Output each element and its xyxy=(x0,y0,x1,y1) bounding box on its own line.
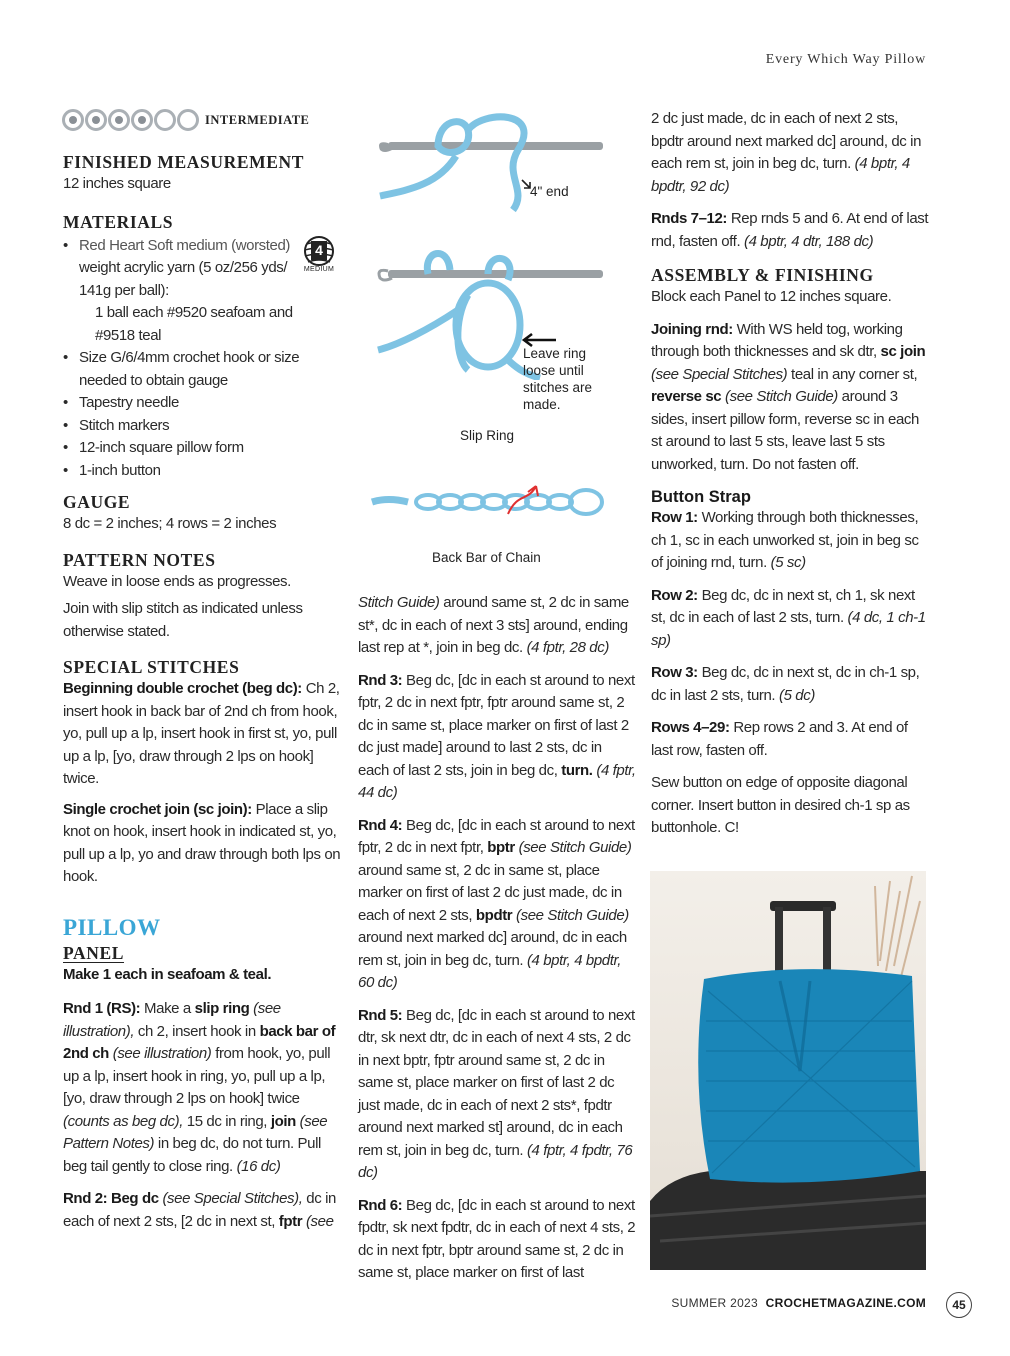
row-2 xyxy=(651,585,931,653)
list-item: • Tapestry needle xyxy=(63,392,343,415)
text: Beg dc, [dc in each st around to next dtr, sk next dtr, dc in each of next 4 sts, 2 dc in next bptr, fptr around same st, 2 dc in same st, place marker on first of last 2 dc just made, dc in each of next 2 sts*, fpdtr around next marked st] around, dc in each rem st, join in beg dc, turn. xyxy=(358,1006,635,1159)
stitch-count: (5 sc) xyxy=(770,554,806,571)
text: from hook, yo, pull up a lp, insert hook in ring, yo, pull up a lp, [yo, draw through 2 lps on hook] twice xyxy=(63,1045,331,1107)
row-1 xyxy=(651,507,931,575)
text: With WS held tog, working through both thicknesses and sk dtr, xyxy=(651,320,903,360)
round-label: Rnds 7–12: xyxy=(651,210,728,227)
round-label: Rows 4–29: xyxy=(651,719,730,736)
button-strap-heading: Button Strap xyxy=(651,488,751,506)
special-stitches-heading: SPECIAL STITCHES xyxy=(63,657,240,677)
skill-dot-icon xyxy=(154,109,176,131)
reference: (see Stitch Guide) xyxy=(518,839,632,856)
term: bpdtr xyxy=(475,906,513,924)
back-bar-of-chain-illustration xyxy=(368,472,618,532)
joining-round xyxy=(651,319,931,477)
issue-label: SUMMER 2023 xyxy=(671,1296,758,1310)
round-label: Rnd 5: xyxy=(358,1006,403,1024)
term: Beg dc xyxy=(111,1190,159,1207)
yarn-weight-number: 4 xyxy=(315,242,323,258)
round-2 xyxy=(63,1188,343,1233)
skill-dot-icon xyxy=(177,109,199,131)
arrow-icon xyxy=(520,178,532,192)
panel-heading: PANEL xyxy=(63,942,125,963)
finished-text: 12 inches square xyxy=(63,175,171,192)
round-4 xyxy=(358,815,636,995)
skill-level-label: INTERMEDIATE xyxy=(205,112,310,127)
text: Rep rnds 5 and 6. At end of last rnd, fasten off. xyxy=(651,210,929,250)
text: Beg dc, [dc in each st around to next fptr, 2 dc in next fptr, xyxy=(358,816,635,856)
special-stitch-sc-join xyxy=(63,799,343,889)
round-label: Row 1: xyxy=(651,509,698,526)
round-label: Joining rnd: xyxy=(651,320,733,338)
leave-ring-note: Leave ring loose until stitches are made. xyxy=(523,346,593,412)
running-head: Every Which Way Pillow xyxy=(765,52,926,67)
term: sc join xyxy=(880,343,926,360)
text: Working through both thicknesses, ch 1, sc in each unworked st, join in beg sc of joining rnd, turn. xyxy=(651,509,919,571)
stitch-count: (4 dc, 1 ch-1 sp) xyxy=(651,609,926,649)
yarn-name: Red Heart Soft medium (worsted) xyxy=(79,236,291,254)
reference: (see Pattern Notes) xyxy=(63,1112,328,1152)
stitch-count: (4 bptr, 4 bpdtr, 60 dc) xyxy=(358,951,622,991)
crochet-hook-icon xyxy=(388,270,603,278)
site-label: CROCHETMAGAZINE.COM xyxy=(765,1296,926,1310)
reference: (see Stitch Guide) xyxy=(516,906,629,924)
yarn-line: weight acrylic yarn (5 oz/256 yds/ xyxy=(79,259,288,276)
list-item: • 12-inch square pillow form xyxy=(63,437,343,460)
term: join xyxy=(270,1112,296,1130)
reference: (see illustration) xyxy=(112,1045,212,1062)
text: 15 dc in ring, xyxy=(186,1112,268,1130)
slip-ring-step1-illustration xyxy=(368,110,618,220)
pattern-notes-heading: PATTERN NOTES xyxy=(63,549,216,570)
round-label: Rnd 3: xyxy=(358,671,403,689)
round-label: Rnd 6: xyxy=(358,1196,403,1214)
reference: Stitch Guide) xyxy=(358,594,440,611)
term: turn. xyxy=(561,761,593,779)
text: around same st, 2 dc in same st*, dc in each of next 3 sts] around, ending last rep at *, join in beg dc. xyxy=(358,594,629,656)
stitch-count: (4 bptr, 4 dtr, 188 dc) xyxy=(744,232,874,250)
round-2-continued xyxy=(358,592,636,660)
definition: Place a slip knot on hook, insert hook in indicated st, yo, pull up a lp, yo and draw through both lps on hook. xyxy=(63,800,341,885)
round-5 xyxy=(358,1005,636,1185)
round-6 xyxy=(358,1195,636,1285)
finishing-note: Sew button on edge of opposite diagonal corner. Insert button in desired ch-1 sp as buttonhole. C! xyxy=(651,774,910,836)
round-3 xyxy=(358,670,636,805)
rounds-7-12 xyxy=(651,208,931,253)
reference: (see Stitch Guide) xyxy=(725,388,838,405)
text: teal in any corner st, xyxy=(791,365,918,383)
column-3 xyxy=(651,108,931,840)
definition: Ch 2, insert hook in back bar of 2nd ch from hook, yo, pull up a lp, insert hook in first st, yo, pull up a lp, [yo, draw through 2 lps on hook] twice. xyxy=(63,680,340,787)
text: Beg dc, dc in next st, ch 1, sk next st, dc in each of last 2 sts, turn. xyxy=(651,586,915,626)
gauge-heading: GAUGE xyxy=(63,492,131,512)
slip-ring-caption: Slip Ring xyxy=(460,428,515,443)
pattern-note: Weave in loose ends as progresses. xyxy=(63,572,291,590)
list-item: • Size G/6/4mm crochet hook or size needed to obtain gauge xyxy=(63,347,343,392)
skill-dot-icon xyxy=(62,109,84,131)
stitch-count: (4 fptr, 44 dc) xyxy=(358,761,636,801)
stitch-count: (4 fptr, 28 dc) xyxy=(526,639,609,656)
assembly-heading: ASSEMBLY & FINISHING xyxy=(651,265,874,285)
finished-heading: FINISHED MEASUREMENT xyxy=(63,152,304,172)
text: Rep rows 2 and 3. At end of last row, fasten off. xyxy=(651,719,908,759)
end-label: 4" end xyxy=(530,184,569,199)
pattern-note: Join with slip stitch as indicated unless otherwise stated. xyxy=(63,600,303,640)
reference: (see Special Stitches) xyxy=(651,365,788,383)
yarn-color: #9518 teal xyxy=(95,326,162,344)
term: back bar of 2nd ch xyxy=(63,1022,336,1062)
skill-dot-icon xyxy=(85,109,107,131)
gauge-text: 8 dc = 2 inches; 4 rows = 2 inches xyxy=(63,515,277,532)
term: slip ring xyxy=(194,1000,250,1017)
term: Single crochet join (sc join): xyxy=(63,800,252,818)
pillow-photo xyxy=(650,871,926,1270)
text: around same st, 2 dc in same st, place marker on first of last 2 dc just made, dc in each of next 2 sts, xyxy=(358,861,622,924)
reference: (counts as beg dc), xyxy=(63,1112,183,1130)
round-label: Row 2: xyxy=(651,586,698,604)
text: 2 dc just made, dc in each of next 2 sts, bpdtr around next marked dc] around, dc in each rem st, join in beg dc, turn. xyxy=(651,110,922,172)
text: ch 2, insert hook in xyxy=(137,1022,256,1040)
special-stitch-beg-dc xyxy=(63,678,343,791)
list-item: • 1-inch button xyxy=(63,460,343,483)
stitch-count: (4 fptr, 4 fpdtr, 76 dc) xyxy=(358,1141,633,1181)
text: in beg dc, do not turn. Pull beg tail gently to close ring. xyxy=(63,1135,321,1175)
page-number: 45 xyxy=(946,1292,972,1318)
text: dc in each of next 2 sts, [2 dc in next st, xyxy=(63,1190,336,1230)
yarn-line: 141g per ball): xyxy=(79,281,169,299)
term: reverse sc xyxy=(651,388,722,405)
text: Beg dc, [dc in each st around to next fptr, 2 dc in next fptr, fptr around same st, 2 dc in same st, place marker on first of last 2 dc just made] around to last 2 sts, dc in each of last 2 sts, join in beg dc, xyxy=(358,671,635,779)
stitch-count: (16 dc) xyxy=(236,1157,281,1175)
stitch-count: (5 dc) xyxy=(778,686,815,704)
round-1 xyxy=(63,998,343,1178)
text: around next marked dc] around, dc in each rem st, join in beg dc, turn. xyxy=(358,929,627,969)
skill-dot-icon xyxy=(131,109,153,131)
stitch-count: (4 bptr, 4 bpdtr, 92 dc) xyxy=(651,155,910,195)
text: Beg dc, dc in next st, dc in ch-1 sp, dc in last 2 sts, turn. xyxy=(651,664,920,704)
column-2 xyxy=(358,592,636,1285)
rows-4-29 xyxy=(651,717,931,762)
round-6-continued xyxy=(651,108,931,198)
yarn-weight-icon xyxy=(300,236,338,276)
reference: (see xyxy=(305,1212,334,1230)
text: Beg dc, [dc in each st around to next fpdtr, sk next fpdtr, dc in each of next 4 sts, 2 dc in next fptr, bptr around same st, 2 dc in same st, place marker on first of last xyxy=(358,1196,636,1281)
round-label: Rnd 2: xyxy=(63,1190,108,1207)
yarn-color: 1 ball each #9520 seafoam and xyxy=(95,304,293,321)
make-note: Make 1 each in seafoam & teal. xyxy=(63,965,272,983)
reference: (see illustration), xyxy=(63,1000,281,1040)
text: Make a xyxy=(144,1000,191,1017)
skill-level-icons xyxy=(62,109,199,131)
skill-dot-icon xyxy=(108,109,130,131)
row-3 xyxy=(651,662,931,707)
materials-heading: MATERIALS xyxy=(63,211,174,232)
round-label: Rnd 1 (RS): xyxy=(63,1000,141,1017)
yarn-weight-label: MEDIUM xyxy=(303,266,335,273)
column-1 xyxy=(63,152,343,1233)
assembly-text: Block each Panel to 12 inches square. xyxy=(651,288,892,305)
round-label: Rnd 4: xyxy=(358,816,403,834)
pillow-on-suitcase-image xyxy=(650,871,926,1270)
reference: (see Special Stitches), xyxy=(162,1190,303,1207)
term: Beginning double crochet (beg dc): xyxy=(63,680,302,697)
term: bptr xyxy=(487,839,515,856)
term: fptr xyxy=(278,1212,303,1230)
text: around 3 sides, insert pillow form, reverse sc in each st around to last 5 sts, leave last 5 sts unworked, turn. Do not fasten off. xyxy=(651,388,919,473)
pillow-heading: PILLOW xyxy=(63,914,161,940)
back-bar-caption: Back Bar of Chain xyxy=(432,550,541,565)
crochet-hook-icon xyxy=(388,142,603,150)
skill-level xyxy=(62,106,309,134)
round-label: Row 3: xyxy=(651,664,698,681)
footer xyxy=(671,1296,926,1310)
list-item: • Stitch markers xyxy=(63,415,343,438)
